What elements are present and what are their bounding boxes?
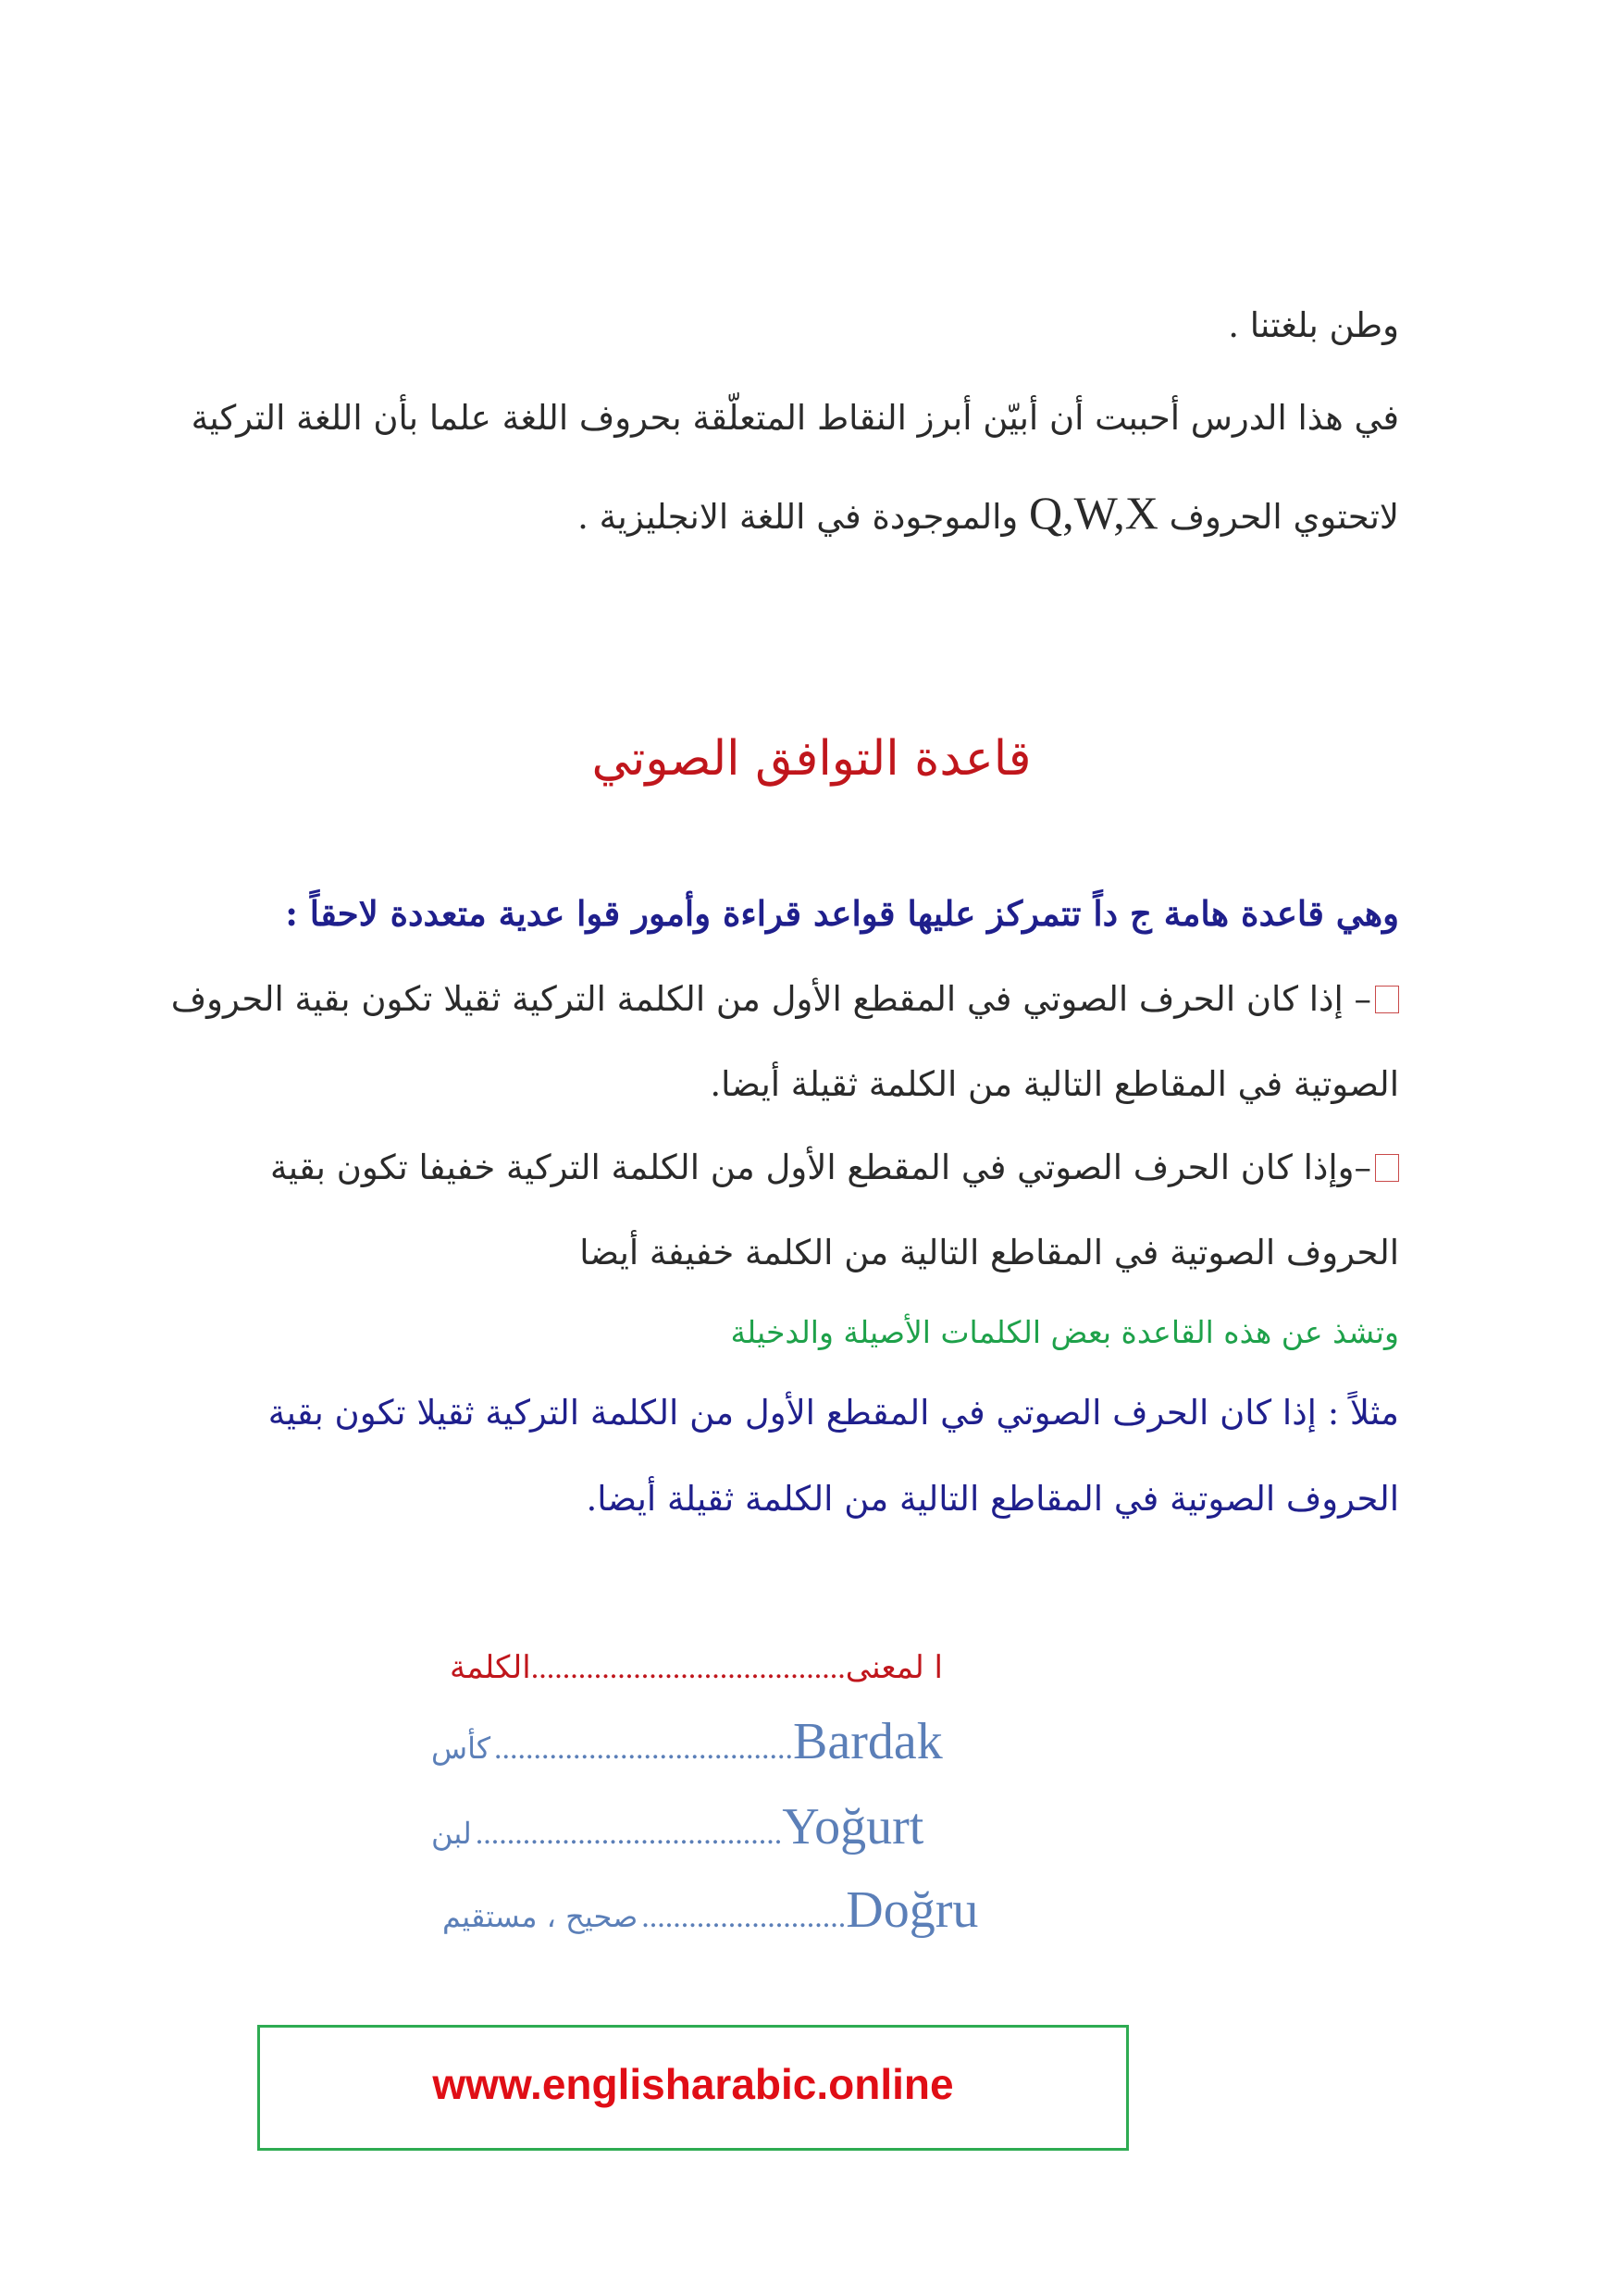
vocab-row [431, 1712, 943, 1771]
vocab-row [442, 1880, 978, 1940]
checkbox-icon [1375, 986, 1399, 1013]
website-link[interactable]: www.englisharabic.online [432, 2060, 954, 2108]
row-word: Bardak [793, 1713, 943, 1770]
rule-exception: وتشذ عن هذه القاعدة بعض الكلمات الأصيلة والدخيلة [730, 1314, 1399, 1350]
row-dots: .......................... [641, 1900, 847, 1934]
rule-point-1 [171, 979, 1399, 1019]
header-dots: ........................................ [530, 1651, 846, 1685]
rule-point-1-cont: الصوتية في المقاطع التالية من الكلمة ثقيلة أيضا. [710, 1064, 1399, 1104]
intro-line-1: وطن بلغتنا . [1228, 305, 1399, 345]
rule-point-2 [270, 1148, 1399, 1187]
intro-line-3-after: والموجودة في اللغة الانجليزية . [577, 497, 1019, 537]
example-line-1: مثلاً : إذا كان الحرف الصوتي في المقطع الأول من الكلمة التركية ثقيلا تكون بقية [267, 1393, 1399, 1433]
row-dots: ....................................... [475, 1817, 783, 1851]
header-word: الكلمة [450, 1649, 531, 1686]
rule-intro: وهي قاعدة هامة ج داً تتمركز عليها قواعد قراءة وأمور قوا عدية متعددة لاحقاً : [285, 893, 1399, 934]
row-meaning: كأس [431, 1731, 491, 1766]
row-meaning: صحيح ، مستقيم [442, 1899, 638, 1934]
rule-point-2-cont: الحروف الصوتية في المقاطع التالية من الكلمة خفيفة أيضا [579, 1233, 1399, 1272]
intro-line-3-before: لاتحتوي الحروف [1169, 497, 1399, 537]
header-meaning: ا لمعنى [845, 1649, 944, 1686]
row-word: Doğru [846, 1881, 979, 1939]
row-word: Yoğurt [782, 1798, 924, 1855]
intro-line-3 [577, 486, 1399, 540]
checkbox-icon [1375, 1154, 1399, 1182]
intro-letters: Q,W,X [1029, 487, 1158, 539]
intro-line-2: في هذا الدرس أحببت أن أبيّن أبرز النقاط المتعلّقة بحروف اللغة علما بأن اللغة التركية [191, 398, 1399, 438]
section-heading: قاعدة التوافق الصوتي [591, 731, 1032, 787]
rule-point-1-text: – إذا كان الحرف الصوتي في المقطع الأول من الكلمة التركية ثقيلا تكون بقية الحروف [170, 979, 1371, 1019]
rule-point-2-text: –وإذا كان الحرف الصوتي في المقطع الأول من الكلمة التركية خفيفا تكون بقية [269, 1148, 1371, 1187]
vocab-header [450, 1649, 943, 1686]
row-meaning: لبن [431, 1816, 472, 1851]
row-dots: ...................................... [494, 1731, 794, 1766]
website-box [257, 2025, 1129, 2151]
example-line-2: الحروف الصوتية في المقاطع التالية من الكلمة ثقيلة أيضا. [586, 1479, 1399, 1519]
vocab-row [431, 1797, 923, 1856]
